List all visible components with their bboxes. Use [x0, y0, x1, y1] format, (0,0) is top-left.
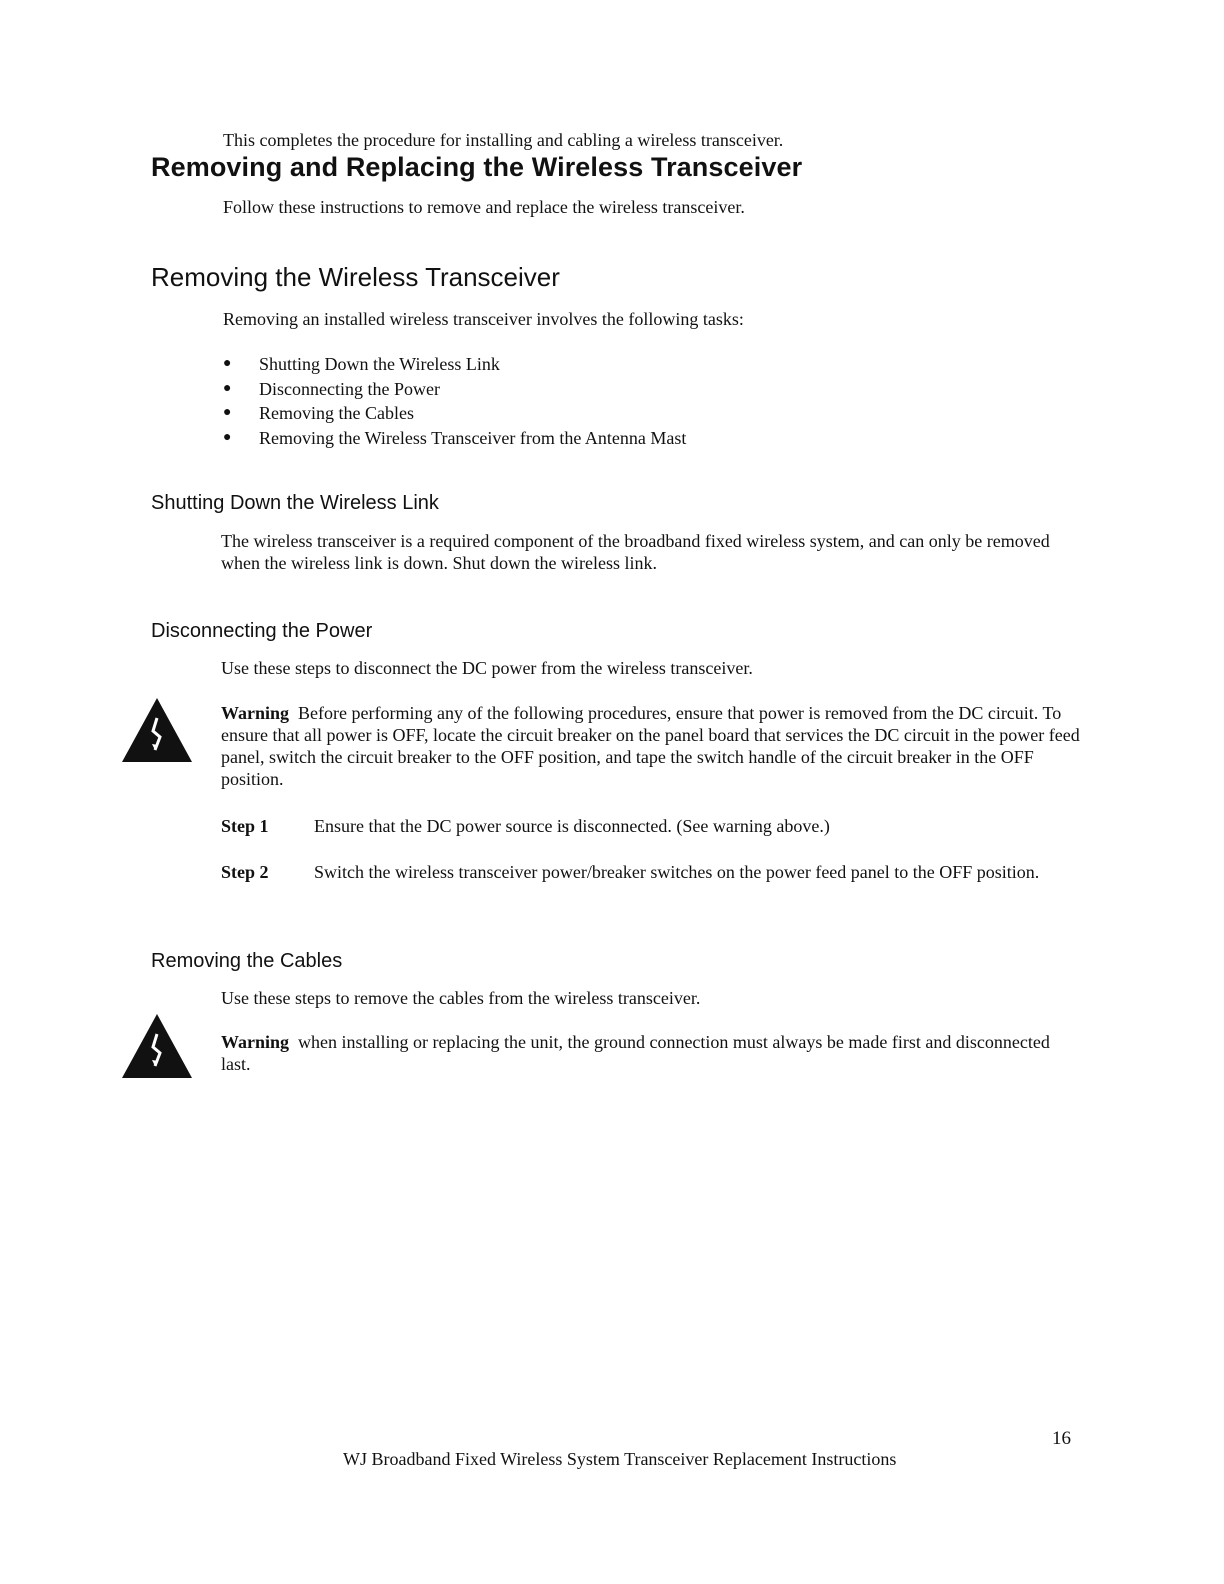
- bullet-icon: ●: [223, 405, 232, 420]
- warning-icon: [120, 696, 194, 764]
- list-item: [223, 402, 1123, 427]
- warning-icon: [120, 1012, 194, 1080]
- list-item: [223, 378, 1123, 403]
- shutdown-heading: Shutting Down the Wireless Link: [151, 492, 439, 514]
- section-intro: Follow these instructions to remove and replace the wireless transceiver.: [223, 197, 745, 217]
- step-text: Ensure that the DC power source is disconnected. (See warning above.): [314, 816, 830, 836]
- power-warning: [221, 702, 1081, 790]
- warning-label: Warning: [221, 1032, 290, 1052]
- bullet-icon: ●: [223, 380, 232, 396]
- cables-heading: Removing the Cables: [151, 950, 343, 972]
- section-heading: Removing and Replacing the Wireless Transceiver: [151, 152, 803, 182]
- list-item: [223, 427, 1123, 452]
- bullet-icon: ●: [223, 429, 232, 445]
- task-list: [223, 353, 1123, 451]
- task-label: Disconnecting the Power: [259, 378, 440, 399]
- intro-text: This completes the procedure for installing and cabling a wireless transceiver.: [223, 130, 784, 150]
- step-row: [221, 815, 1071, 839]
- shutdown-text: The wireless transceiver is a required component of the broadband fixed wireless system, and can only be removed when the wireless link is down. Shut down the wireless link.: [221, 531, 1050, 573]
- task-label: Shutting Down the Wireless Link: [259, 354, 500, 374]
- step-text: Switch the wireless transceiver power/breaker switches on the power feed panel to the OFF position.: [314, 862, 1040, 882]
- bullet-icon: ●: [223, 356, 232, 371]
- removing-heading: Removing the Wireless Transceiver: [151, 262, 560, 292]
- warning-label: Warning: [221, 703, 290, 723]
- cables-warning: [221, 1031, 1051, 1075]
- page-number: 16: [1052, 1428, 1071, 1449]
- page-footer: WJ Broadband Fixed Wireless System Transceiver Replacement Instructions: [343, 1449, 897, 1469]
- warning-text: when installing or replacing the unit, the ground connection must always be made first and disconnected last.: [221, 1032, 1050, 1074]
- task-label: Removing the Wireless Transceiver from the Antenna Mast: [259, 427, 687, 448]
- step-label: Step 1: [221, 816, 269, 836]
- removing-intro: Removing an installed wireless transceiver involves the following tasks:: [223, 309, 744, 329]
- cables-intro: Use these steps to remove the cables from the wireless transceiver.: [221, 988, 701, 1008]
- task-label: Removing the Cables: [259, 403, 414, 423]
- list-item: [223, 353, 1123, 378]
- warning-text: Before performing any of the following procedures, ensure that power is removed from the DC circuit. To ensure that all power is OFF, locate the circuit breaker on the panel board that services the DC circuit in the power feed panel, switch the circuit breaker to the OFF position, and tape the switch handle of the circuit breaker in the OFF position.: [221, 703, 1080, 789]
- power-intro: Use these steps to disconnect the DC power from the wireless transceiver.: [221, 658, 753, 678]
- step-row: [221, 861, 1071, 907]
- step-label: Step 2: [221, 862, 269, 882]
- power-heading: Disconnecting the Power: [151, 620, 373, 642]
